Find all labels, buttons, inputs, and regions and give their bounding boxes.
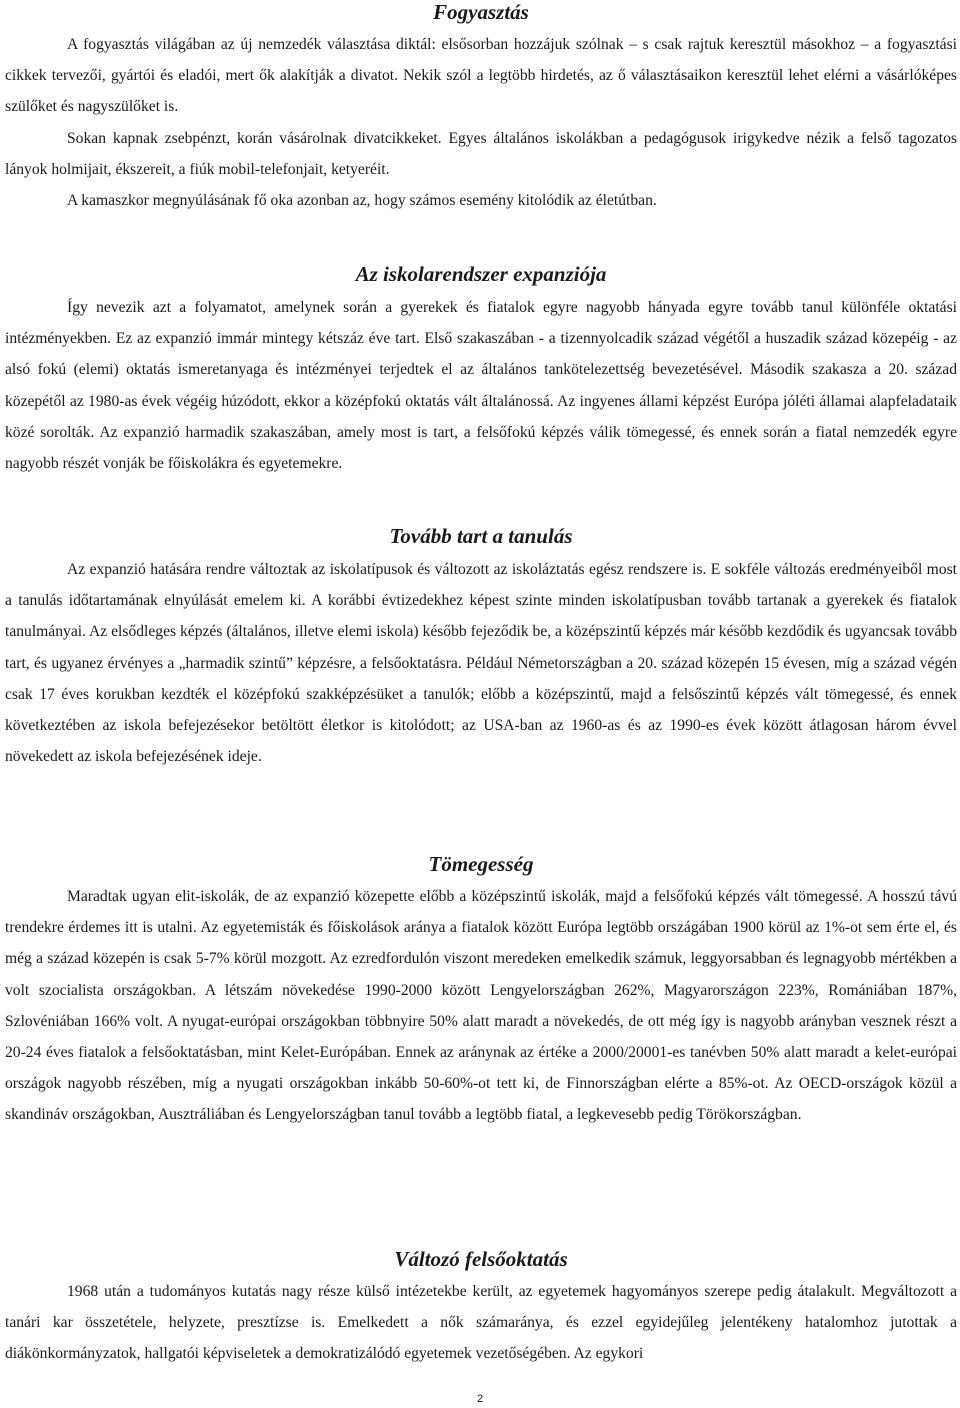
section-tovabb-tart-a-tanulas — [5, 524, 957, 772]
paragraph: Maradtak ugyan elit-iskolák, de az expanzió közepette előbb a középszintű iskolák, majd a felsőfokú képzés vált tömegessé. A hosszú távú trendekre érdemes itt is utalni. Az egyetemisták és főiskolások aránya a fiatalok között Európa legtöbb országában 1900 körül az 1%-ot sem érte el, és még a század közepén is csak 5-7% körül mozgott. Az ezredfordulón viszont meredeken emelkedik számuk, leggyorsabban és legnagyobb mértékben a volt szocialista országokban. A létszám növekedése 1990-2000 között Lengyelországban 262%, Magyarországon 223%, Romániában 187%, Szlovéniában 166% volt. A nyugat-európai országokban többnyire 50% alatt maradt a növekedés, de ott még így is nagyobb arányban vesznek részt a 20-24 éves fiatalok a felsőoktatásban, mint Kelet-Európában. Ennek az aránynak az értéke a 2000/20001-es tanévben 50% alatt maradt a kelet-európai országok nagyobb részében, míg a nyugati országokban inkább 50-60%-ot tett ki, de Finnországban elérte a 85%-ot. Az OECD-országok közül a skandináv országokban, Ausztráliában és Lengyelországban tanul tovább a legtöbb fiatal, a legkevesebb pedig Törökországban. — [5, 888, 957, 1124]
section-tomegesseg — [5, 852, 957, 1131]
paragraph: A fogyasztás világában az új nemzedék választása diktál: elsősorban hozzájuk szólnak – s csak rajtuk keresztül másokhoz – a fogyasztási cikkek tervezői, gyártói és eladói, mert ők alakítják a divatot. Nekik szól a legtöbb hirdetés, az ő választásaikon keresztül lehet elérni a vásárlóképes szülőket és nagyszülőket is. — [5, 36, 957, 116]
section-heading: Tömegesség — [428, 852, 534, 876]
paragraph: Így nevezik azt a folyamatot, amelynek során a gyerekek és fiatalok egyre nagyobb hányada egyre tovább tanul különféle oktatási intézményekben. Ez az expanzió immár mintegy kétszáz éve tart. Első szakaszában - a tizennyolcadik század végétől a huszadik század közepéig - az alsó fokú (elemi) oktatás ismeretanyaga és intézményei terjedtek el az általános tankötelezettség bevezetésével. Második szakasza a 20. század közepétől az 1980-as évek végéig húzódott, ekkor a középfokú oktatás vált általánossá. Az ingyenes állami képzést Európa jóléti államai alapfeladataik közé sorolták. Az expanzió harmadik szakaszában, amely most is tart, a felsőfokú képzés válik tömegessé, és ennek során a fiatal nemzedék egyre nagyobb részét vonják be főiskolákra és egyetemekre. — [5, 299, 957, 473]
paragraph: A kamaszkor megnyúlásának fő oka azonban az, hogy számos esemény kitolódik az életútban. — [67, 192, 657, 210]
paragraph: Sokan kapnak zsebpénzt, korán vásárolnak divatcikkeket. Egyes általános iskolákban a pedagógusok irigykedve nézik a felső tagozatos lányok holmijait, ékszereit, a fiúk mobil-telefonjait, ketyeréit. — [5, 129, 957, 178]
section-heading: Az iskolarendszer expanziója — [355, 262, 607, 286]
section-heading: Tovább tart a tanulás — [389, 524, 573, 548]
section-heading: Fogyasztás — [433, 0, 529, 24]
section-valtozo-felsooktatas — [5, 1247, 957, 1370]
paragraph: Az expanzió hatására rendre változtak az iskolatípusok és változott az iskoláztatás egész rendszere is. E sokféle változás eredményeiből most a tanulás időtartamának elnyúlását emelem ki. A korábbi évtizedekhez képest szinte minden iskolatípusban tovább tartanak a gyerekek és fiatalok tanulmányai. Az elsődleges képzés (általános, illetve elemi iskola) később fejeződik be, a középszintű képzés már később kezdődik és ugyancsak tovább tart, és ugyanez érvényes a „harmadik szintű” képzésre, a felsőoktatásra. Például Németországban a 20. század közepén 15 évesen, míg a század végén csak 17 éves korukban kezdték el középfokú szakképzésüket a tanulók; előbb a középszintű, majd a felsőszintű képzés vált tömegessé, és ennek következtében az iskola befejezésekor betöltött életkor is kitolódott; az USA-ban az 1960-as és az 1990-es évek között átlagosan három évvel növekedett az iskola befejezésének ideje. — [5, 561, 957, 766]
page-number: 2 — [476, 1393, 484, 1405]
paragraph: 1968 után a tudományos kutatás nagy része külső intézetekbe került, az egyetemek hagyományos szerepe pedig átalakult. Megváltozott a tanári kar összetétele, helyzete, presztízse is. Emelkedett a nők számaránya, és ezzel egyidejűleg jelentékeny hatalomhoz jutottak a diákönkormányzatok, hallgatói képviseletek a demokratizálódó egyetemek vezetőségében. Az egykori — [5, 1283, 957, 1363]
section-iskolarendszer-expanzioja — [5, 262, 957, 479]
section-heading: Változó felsőoktatás — [394, 1247, 568, 1271]
section-fogyasztas — [5, 0, 957, 216]
